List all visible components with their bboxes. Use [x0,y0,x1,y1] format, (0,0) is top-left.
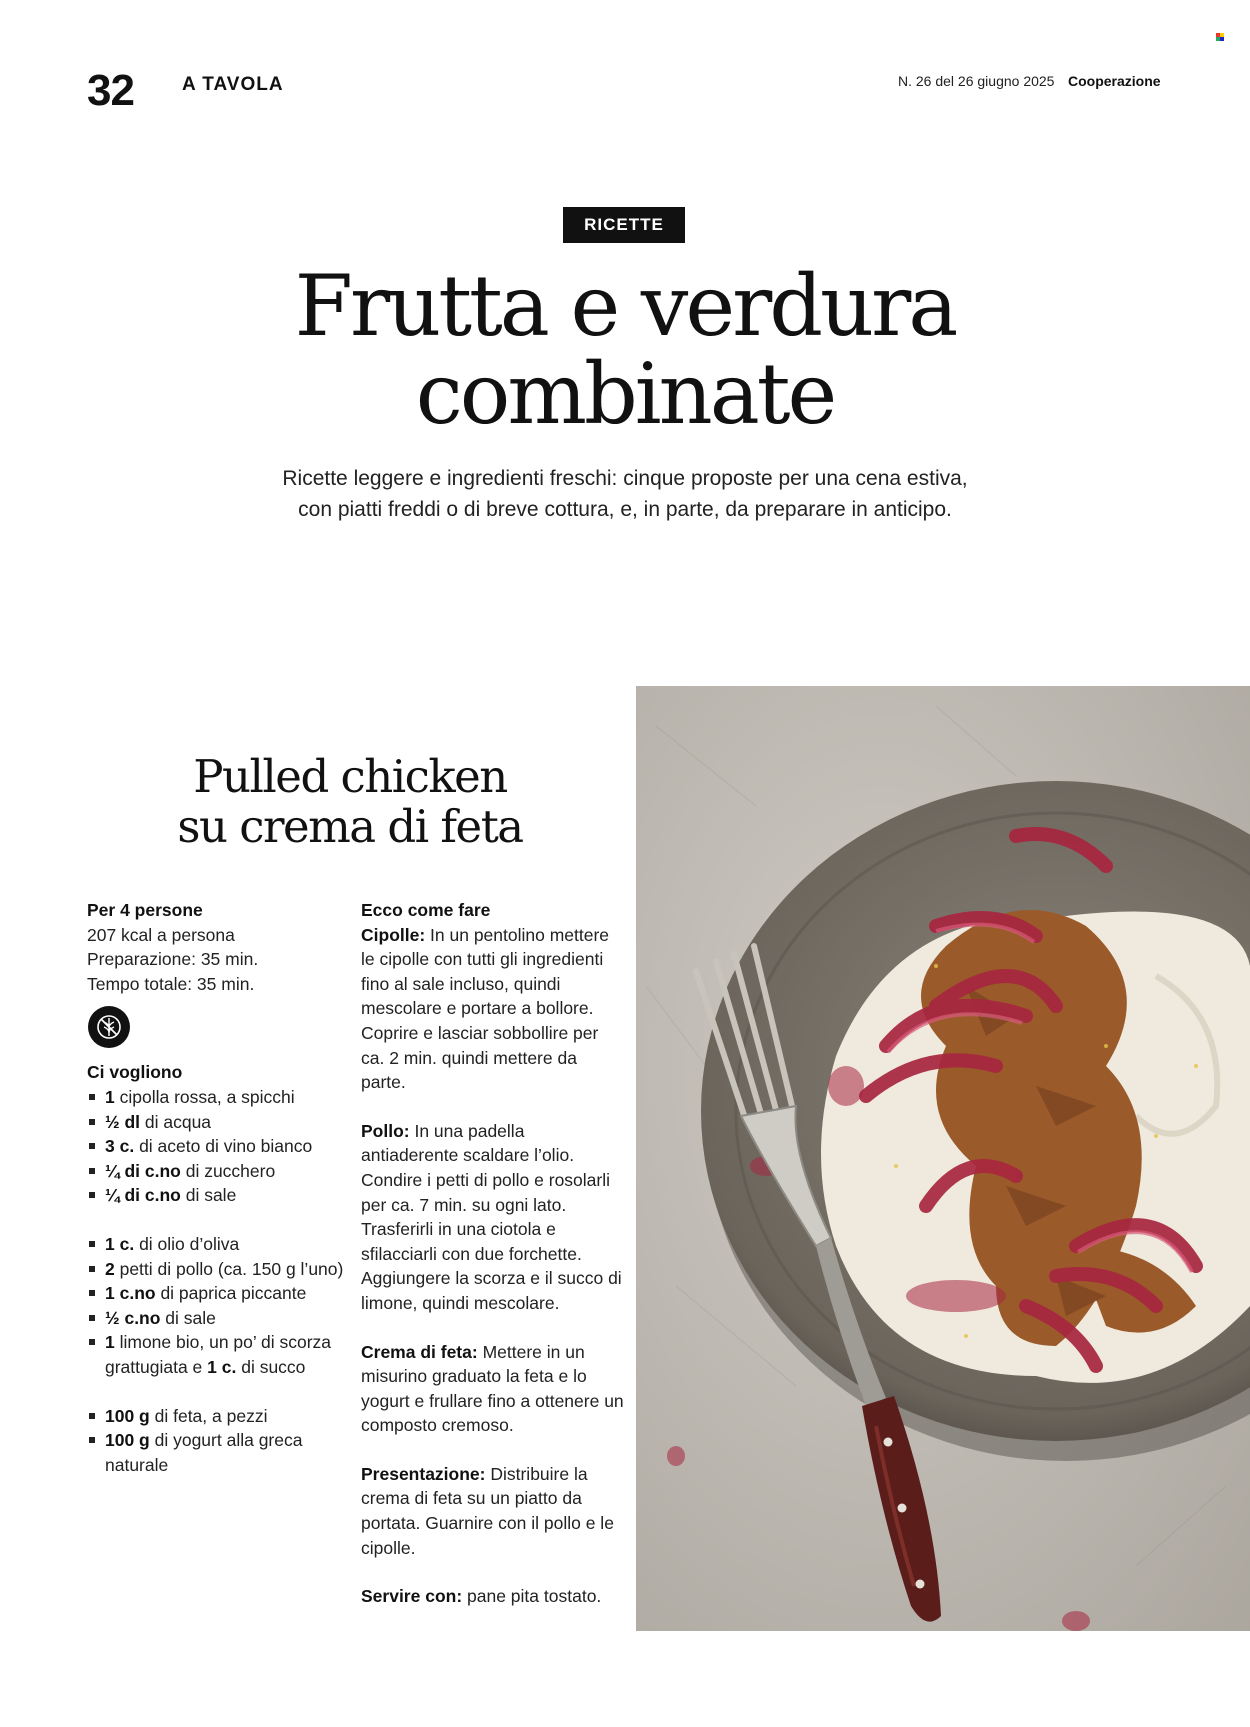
issue-date: N. 26 del 26 giugno 2025 [898,73,1055,89]
title-line-2: combinate [415,345,835,443]
intro-line-1: Ricette leggere e ingredienti freschi: cinque proposte per una cena estiva, [282,467,968,490]
gluten-free-icon [88,1006,130,1048]
servings: Per 4 persone [87,900,203,920]
ingredient-item: ½ c.no di sale [87,1306,347,1331]
page-number: 32 [87,66,134,115]
method-heading: Ecco come fare [361,900,491,920]
category-badge: RICETTE [563,207,685,243]
intro-line-2: con piatti freddi o di breve cottura, e, in parte, da preparare in anticipo. [298,498,952,521]
ingredient-item: 2 petti di pollo (ca. 150 g l’uno) [87,1257,347,1282]
ingredient-item: 100 g di feta, a pezzi [87,1404,347,1429]
article-intro [200,463,1050,525]
ingredient-group-2 [87,1232,347,1380]
ingredient-item: 1 c.no di paprica piccante [87,1281,347,1306]
ingredient-item: 1 cipolla rossa, a spicchi [87,1085,347,1110]
recipe-title-line-2: su crema di feta [177,800,523,853]
ingredient-item: 100 g di yogurt alla greca naturale [87,1428,347,1477]
ingredient-item: ¼ di c.no di sale [87,1183,347,1208]
kcal-info: 207 kcal a persona [87,924,235,945]
ingredient-group-3 [87,1404,347,1478]
step-serve: Servire con: pane pita tostato. [361,1586,602,1607]
recipe-title-line-1: Pulled chicken [193,750,507,803]
title-line-1: Frutta e verdura [294,257,956,355]
step-chicken: Pollo: In una padella antiaderente scaldare l’olio. Condire i petti di pollo e rosolarli per ca. 7 min. su ogni lato. Trasferirli in una ciotola e sfilacciarli con due forchette. Aggiungere la scorza e il succo di limone, quindi mescolare. [361,1120,622,1313]
recipe-photo [636,686,1250,1631]
registration-mark-icon [1216,33,1224,41]
brand-name: Cooperazione [1068,73,1161,89]
ingredient-group-1 [87,1085,347,1208]
ingredient-item: 1 c. di olio d’oliva [87,1232,347,1257]
ingredients-heading: Ci vogliono [87,1062,183,1083]
total-time: Tempo totale: 35 min. [87,973,255,994]
step-presentation: Presentazione: Distribuire la crema di feta su un piatto da portata. Guarnire con il pollo e le cipolle. [361,1463,614,1558]
step-feta-cream: Crema di feta: Mettere in un misurino graduato la feta e lo yogurt e frullare fino a ottenere un composto cremoso. [361,1341,624,1436]
ingredient-item: 1 limone bio, un po’ di scorza grattugiata e 1 c. di succo [87,1330,347,1379]
recipe-title [150,752,550,852]
step-onions: Cipolle: In un pentolino mettere le cipolle con tutti gli ingredienti fino al sale incluso, quindi mescolare e portare a bollore. Coprire e lasciar sobbollire per ca. 2 min. quindi mettere da parte. [361,924,610,1093]
prep-time: Preparazione: 35 min. [87,949,259,970]
method-column [361,898,626,1609]
ingredients-column [87,898,347,1477]
ingredient-item: 3 c. di aceto di vino bianco [87,1134,347,1159]
ingredient-item: ½ dl di acqua [87,1110,347,1135]
article-title [200,257,1050,443]
section-label: A TAVOLA [182,74,284,95]
ingredient-item: ¼ di c.no di zucchero [87,1159,347,1184]
